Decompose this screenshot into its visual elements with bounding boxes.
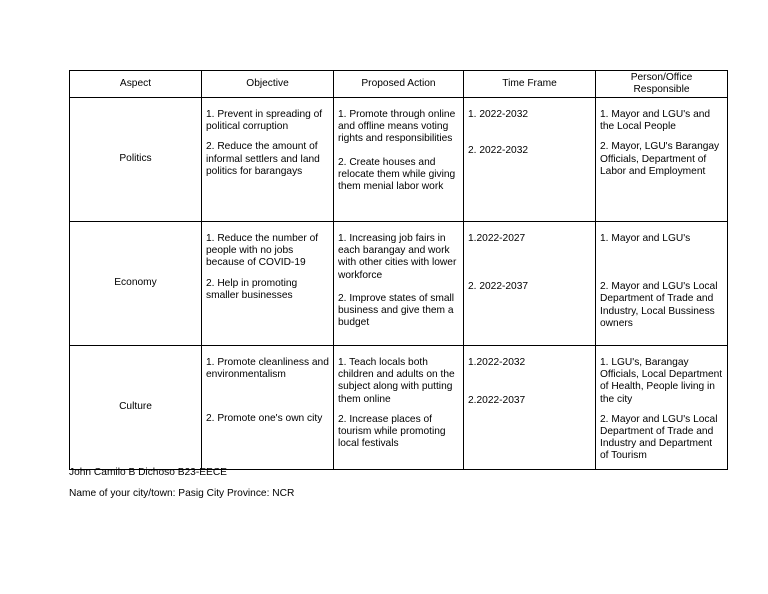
time-frame-item: 2. 2022-2037 <box>468 281 529 293</box>
time-frame-cell <box>464 222 596 346</box>
responsible-item: 1. Mayor and LGU's and the Local People <box>600 109 711 133</box>
responsible-item: 1. LGU's, Barangay Officials, Local Department of Health, People living in the city <box>600 357 723 405</box>
action-item: 2. Create houses and relocate them while giving them menial labor work <box>338 156 456 193</box>
objective-item: 2. Promote one's own city <box>206 413 323 425</box>
responsible-item: 1. Mayor and LGU's <box>600 233 691 244</box>
action-cell <box>334 98 464 222</box>
responsible-item: 2. Mayor and LGU's Local Department of Trade and Industry, Local Bussiness owners <box>600 281 718 329</box>
aspect-cell: Economy <box>70 222 202 346</box>
time-frame-item: 2. 2022-2032 <box>468 145 529 157</box>
objective-item: 1. Prevent in spreading of political corruption <box>206 109 323 133</box>
time-frame-item: 1.2022-2027 <box>468 233 526 244</box>
objective-item: 1. Promote cleanliness and environmentalism <box>206 357 329 381</box>
aspect-cell: Culture <box>70 346 202 470</box>
responsible-item: 2. Mayor, LGU's Barangay Officials, Department of Labor and Employment <box>600 141 720 177</box>
header-person-office-responsible: Person/Office Responsible <box>596 71 728 98</box>
header-time-frame: Time Frame <box>464 71 596 98</box>
location-line: Name of your city/town: Pasig City Province: NCR <box>69 488 295 499</box>
table-row-politics <box>70 98 728 222</box>
responsible-item: 2. Mayor and LGU's Local Department of Trade and Industry and Department of Tourism <box>600 413 718 462</box>
responsible-cell <box>596 222 728 346</box>
aspect-cell: Politics <box>70 98 202 222</box>
header-proposed-action: Proposed Action <box>334 71 464 98</box>
responsible-cell <box>596 98 728 222</box>
time-frame-item: 1. 2022-2032 <box>468 109 529 120</box>
header-objective: Objective <box>202 71 334 98</box>
responsible-cell <box>596 346 728 470</box>
action-cell <box>334 222 464 346</box>
objective-item: 2. Help in promoting smaller businesses <box>206 277 298 301</box>
time-frame-cell <box>464 346 596 470</box>
action-item: 1. Teach locals both children and adults on the subject along with putting them online <box>338 357 455 405</box>
objective-cell <box>202 98 334 222</box>
objective-cell <box>202 346 334 470</box>
table-row-culture <box>70 346 728 470</box>
objective-item: 1. Reduce the number of people with no jobs because of COVID-19 <box>206 233 319 269</box>
action-item: 2. Improve states of small business and give them a budget <box>338 292 455 329</box>
action-item: 1. Increasing job fairs in each barangay and work with other cities with lower workforce <box>338 233 457 281</box>
objective-cell <box>202 222 334 346</box>
header-row <box>70 71 728 98</box>
time-frame-item: 2.2022-2037 <box>468 395 526 407</box>
author-line: John Camilo B Dichoso B23-EECE <box>69 467 227 478</box>
header-aspect: Aspect <box>70 71 202 98</box>
action-cell <box>334 346 464 470</box>
action-plan-table <box>69 70 728 470</box>
action-item: 1. Promote through online and offline means voting rights and responsibilities <box>338 109 456 145</box>
objective-item: 2. Reduce the amount of informal settlers and land politics for barangays <box>206 141 320 177</box>
time-frame-item: 1.2022-2032 <box>468 357 526 368</box>
time-frame-cell <box>464 98 596 222</box>
table-row-economy <box>70 222 728 346</box>
action-item: 2. Increase places of tourism while promoting local festivals <box>338 413 446 450</box>
